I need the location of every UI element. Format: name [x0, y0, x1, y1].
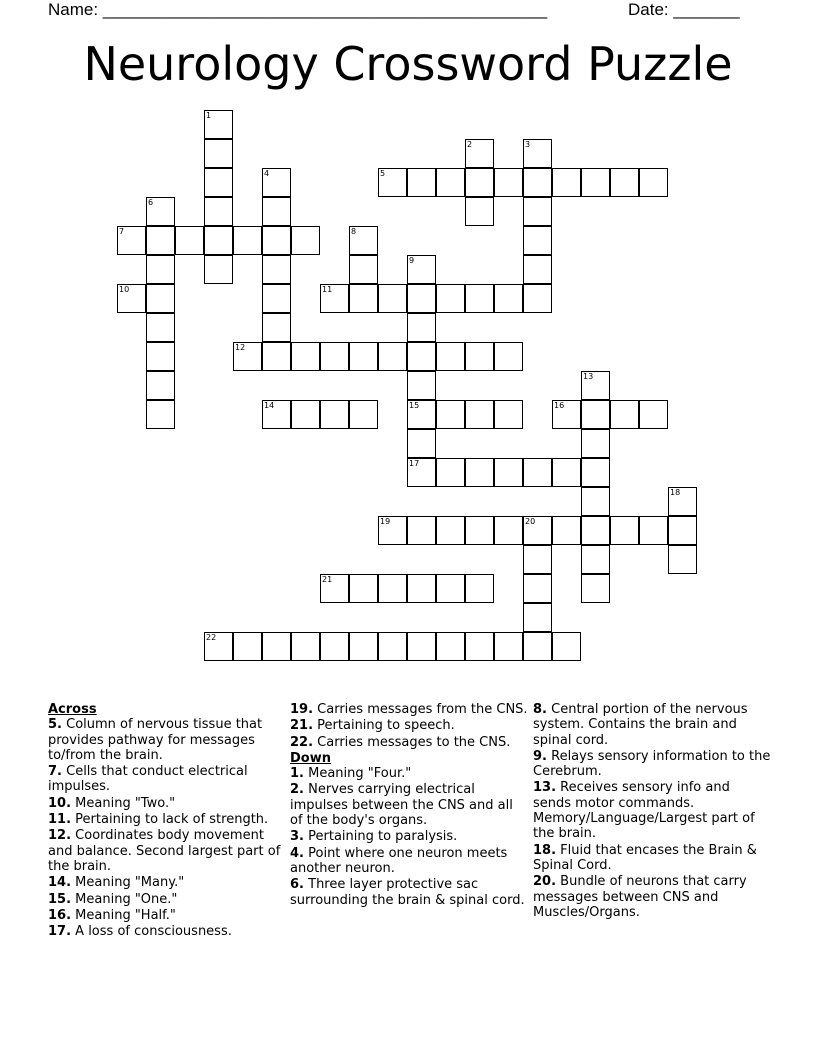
- across-clue-19: 19. Carries messages from the CNS.: [290, 702, 528, 717]
- grid-cell[interactable]: [523, 603, 552, 632]
- grid-cell[interactable]: [378, 574, 407, 603]
- grid-cell[interactable]: [465, 574, 494, 603]
- grid-cell[interactable]: [494, 342, 523, 371]
- grid-cell[interactable]: [378, 284, 407, 313]
- grid-cell[interactable]: [204, 255, 233, 284]
- grid-cell[interactable]: [523, 458, 552, 487]
- grid-cell[interactable]: [523, 197, 552, 226]
- grid-cell[interactable]: [291, 400, 320, 429]
- grid-cell[interactable]: [407, 342, 436, 371]
- grid-cell[interactable]: [349, 226, 378, 255]
- grid-cell[interactable]: [233, 342, 262, 371]
- grid-cell[interactable]: [262, 342, 291, 371]
- grid-cell[interactable]: [262, 400, 291, 429]
- grid-cell[interactable]: [523, 284, 552, 313]
- grid-cell[interactable]: [494, 458, 523, 487]
- grid-cell[interactable]: [233, 226, 262, 255]
- grid-cell[interactable]: [262, 168, 291, 197]
- grid-cell[interactable]: [610, 168, 639, 197]
- clues-column-1: [48, 702, 286, 940]
- grid-cell[interactable]: [146, 371, 175, 400]
- down-clue-8: 8. Central portion of the nervous system. Contains the brain and spinal cord.: [533, 702, 748, 748]
- grid-cell[interactable]: [262, 197, 291, 226]
- grid-cell[interactable]: [175, 226, 204, 255]
- grid-cell[interactable]: [320, 400, 349, 429]
- grid-cell[interactable]: [465, 284, 494, 313]
- grid-cell[interactable]: [146, 226, 175, 255]
- grid-cell[interactable]: [465, 168, 494, 197]
- grid-cell[interactable]: [291, 342, 320, 371]
- clue-number: 9: [409, 256, 415, 265]
- grid-cell[interactable]: [465, 516, 494, 545]
- grid-cell[interactable]: [668, 487, 697, 516]
- grid-cell[interactable]: [320, 574, 349, 603]
- across-clue-16: 16. Meaning "Half.": [48, 907, 176, 923]
- grid-cell[interactable]: [436, 400, 465, 429]
- grid-cell[interactable]: [146, 284, 175, 313]
- grid-cell[interactable]: [146, 255, 175, 284]
- grid-cell[interactable]: [581, 400, 610, 429]
- across-clue-11: 11. Pertaining to lack of strength.: [48, 812, 269, 828]
- grid-cell[interactable]: [465, 632, 494, 661]
- clue-number: 21: [322, 575, 333, 584]
- grid-cell[interactable]: [639, 516, 668, 545]
- across-clue-17: 17. A loss of consciousness.: [48, 924, 232, 940]
- across-clue-12: 12. Coordinates body movement and balance. Second largest part of the brain.: [48, 828, 281, 874]
- grid-cell[interactable]: [407, 255, 436, 284]
- grid-cell[interactable]: [639, 400, 668, 429]
- grid-cell[interactable]: [639, 168, 668, 197]
- grid-cell[interactable]: [407, 400, 436, 429]
- clue-number: 13: [583, 372, 594, 381]
- across-clue-5: 5. Column of nervous tissue that provides pathway for messages to/from the brain.: [48, 717, 263, 763]
- clue-number: 6: [148, 198, 154, 207]
- grid-cell[interactable]: [146, 342, 175, 371]
- grid-cell[interactable]: [552, 632, 581, 661]
- clue-number: 14: [264, 401, 275, 410]
- grid-cell[interactable]: [581, 458, 610, 487]
- grid-cell[interactable]: [610, 516, 639, 545]
- date-line[interactable]: Date: _______: [628, 0, 740, 19]
- grid-cell[interactable]: [668, 516, 697, 545]
- grid-cell[interactable]: [494, 516, 523, 545]
- clue-number: 19: [380, 517, 391, 526]
- grid-cell[interactable]: [320, 284, 349, 313]
- grid-cell[interactable]: [494, 400, 523, 429]
- clue-number: 22: [206, 633, 217, 642]
- grid-cell[interactable]: [465, 342, 494, 371]
- down-clue-4: 4. Point where one neuron meets another neuron.: [290, 845, 508, 876]
- grid-cell[interactable]: [407, 429, 436, 458]
- grid-cell[interactable]: [349, 632, 378, 661]
- down-heading: Down: [290, 750, 331, 766]
- clues-column-2: [290, 702, 528, 909]
- grid-cell[interactable]: [378, 168, 407, 197]
- down-clue-13: 13. Receives sensory info and sends motor commands. Memory/Language/Largest part of the brain.: [533, 780, 755, 842]
- down-clue-3: 3. Pertaining to paralysis.: [290, 829, 458, 845]
- grid-cell[interactable]: [523, 255, 552, 284]
- clues-column-3: [533, 702, 771, 921]
- down-clue-20: 20. Bundle of neurons that carry messages between CNS and Muscles/Organs.: [533, 874, 747, 920]
- grid-cell[interactable]: [581, 545, 610, 574]
- grid-cell[interactable]: [204, 197, 233, 226]
- across-clue-15: 15. Meaning "One.": [48, 891, 178, 907]
- grid-cell[interactable]: [320, 632, 349, 661]
- grid-cell[interactable]: [581, 574, 610, 603]
- grid-cell[interactable]: [523, 139, 552, 168]
- grid-cell[interactable]: [581, 487, 610, 516]
- grid-cell[interactable]: [233, 632, 262, 661]
- grid-cell[interactable]: [204, 632, 233, 661]
- grid-cell[interactable]: [552, 516, 581, 545]
- grid-cell[interactable]: [581, 516, 610, 545]
- grid-cell[interactable]: [349, 342, 378, 371]
- grid-cell[interactable]: [436, 168, 465, 197]
- grid-cell[interactable]: [523, 516, 552, 545]
- grid-cell[interactable]: [436, 342, 465, 371]
- across-clue-7: 7. Cells that conduct electrical impulses.: [48, 764, 248, 795]
- grid-cell[interactable]: [436, 574, 465, 603]
- grid-cell[interactable]: [146, 313, 175, 342]
- grid-cell[interactable]: [262, 284, 291, 313]
- grid-cell[interactable]: [465, 458, 494, 487]
- down-clue-2: 2. Nerves carrying electrical impulses between the CNS and all of the body's organs.: [290, 782, 513, 829]
- down-clue-9: 9. Relays sensory information to the Cerebrum.: [533, 748, 771, 780]
- grid-cell[interactable]: [146, 400, 175, 429]
- grid-cell[interactable]: [291, 226, 320, 255]
- name-line[interactable]: Name: _______________________________________________: [48, 0, 548, 19]
- grid-cell[interactable]: [581, 371, 610, 400]
- grid-cell[interactable]: [407, 284, 436, 313]
- clue-number: 2: [467, 140, 473, 149]
- grid-cell[interactable]: [523, 226, 552, 255]
- clue-number: 11: [322, 285, 333, 294]
- clue-number: 7: [119, 227, 125, 236]
- grid-cell[interactable]: [407, 574, 436, 603]
- clue-number: 4: [264, 169, 270, 178]
- across-clue-10: 10. Meaning "Two.": [48, 795, 176, 811]
- grid-cell[interactable]: [262, 313, 291, 342]
- grid-cell[interactable]: [262, 255, 291, 284]
- clue-number: 17: [409, 459, 420, 468]
- grid-cell[interactable]: [349, 400, 378, 429]
- grid-cell[interactable]: [204, 168, 233, 197]
- grid-cell[interactable]: [378, 632, 407, 661]
- grid-cell[interactable]: [465, 197, 494, 226]
- grid-cell[interactable]: [407, 458, 436, 487]
- across-clue-22: 22. Carries messages to the CNS.: [290, 734, 511, 750]
- grid-cell[interactable]: [117, 284, 146, 313]
- down-clue-18: 18. Fluid that encases the Brain & Spinal Cord.: [533, 842, 757, 873]
- grid-cell[interactable]: [349, 255, 378, 284]
- grid-cell[interactable]: [436, 632, 465, 661]
- clue-number: 8: [351, 227, 357, 236]
- grid-cell[interactable]: [378, 516, 407, 545]
- grid-cell[interactable]: [204, 226, 233, 255]
- grid-cell[interactable]: [581, 429, 610, 458]
- grid-cell[interactable]: [117, 226, 146, 255]
- grid-cell[interactable]: [407, 168, 436, 197]
- grid-cell[interactable]: [552, 458, 581, 487]
- grid-cell[interactable]: [204, 110, 233, 139]
- grid-cell[interactable]: [146, 197, 175, 226]
- grid-cell[interactable]: [436, 284, 465, 313]
- grid-cell[interactable]: [291, 632, 320, 661]
- across-heading: Across: [48, 702, 97, 717]
- clue-number: 5: [380, 169, 386, 178]
- grid-cell[interactable]: [407, 632, 436, 661]
- down-clue-1: 1. Meaning "Four.": [290, 766, 412, 782]
- clue-number: 18: [670, 488, 681, 497]
- clue-number: 15: [409, 401, 420, 410]
- grid-cell[interactable]: [349, 574, 378, 603]
- down-clue-6: 6. Three layer protective sac surrounding the brain & spinal cord.: [290, 877, 525, 908]
- clue-number: 3: [525, 140, 531, 149]
- clue-number: 12: [235, 343, 246, 352]
- grid-cell[interactable]: [523, 168, 552, 197]
- grid-cell[interactable]: [494, 168, 523, 197]
- across-clue-14: 14. Meaning "Many.": [48, 875, 185, 891]
- grid-cell[interactable]: [407, 313, 436, 342]
- across-clue-21: 21. Pertaining to speech.: [290, 718, 455, 734]
- grid-cell[interactable]: [320, 342, 349, 371]
- grid-cell[interactable]: [610, 400, 639, 429]
- grid-cell[interactable]: [494, 284, 523, 313]
- grid-cell[interactable]: [436, 458, 465, 487]
- grid-cell[interactable]: [465, 400, 494, 429]
- grid-cell[interactable]: [523, 574, 552, 603]
- grid-cell[interactable]: [262, 632, 291, 661]
- grid-cell[interactable]: [407, 371, 436, 400]
- grid-cell[interactable]: [407, 516, 436, 545]
- grid-cell[interactable]: [465, 139, 494, 168]
- grid-cell[interactable]: [581, 168, 610, 197]
- grid-cell[interactable]: [378, 342, 407, 371]
- grid-cell[interactable]: [552, 168, 581, 197]
- grid-cell[interactable]: [523, 545, 552, 574]
- grid-cell[interactable]: [436, 516, 465, 545]
- grid-cell[interactable]: [262, 226, 291, 255]
- grid-cell[interactable]: [552, 400, 581, 429]
- grid-cell[interactable]: [668, 545, 697, 574]
- clue-number: 16: [554, 401, 565, 410]
- grid-cell[interactable]: [494, 632, 523, 661]
- grid-cell[interactable]: [204, 139, 233, 168]
- clue-number: 10: [119, 285, 130, 294]
- clue-number: 1: [206, 111, 212, 120]
- grid-cell[interactable]: [349, 284, 378, 313]
- clue-number: 20: [525, 517, 536, 526]
- page-title: Neurology Crossword Puzzle: [83, 37, 733, 91]
- grid-cell[interactable]: [523, 632, 552, 661]
